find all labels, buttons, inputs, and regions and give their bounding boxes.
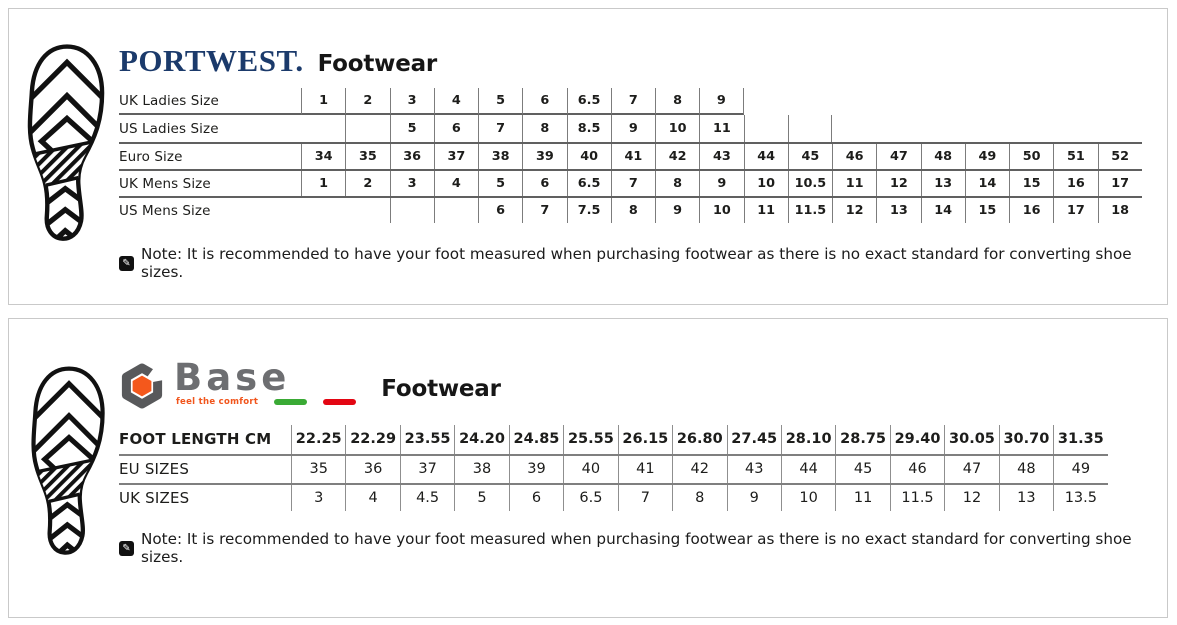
size-cell: 8.5 <box>567 115 611 142</box>
size-cell: 24.20 <box>454 425 508 454</box>
size-cell: 24.85 <box>509 425 563 454</box>
note-text: Note: It is recommended to have your foot measured when purchasing footwear as there is no exact standard for converting shoe sizes. <box>141 245 1132 281</box>
size-cell: 40 <box>563 456 617 483</box>
size-cell <box>788 88 832 115</box>
base-nut-logo-icon <box>119 363 165 409</box>
size-cell: 34 <box>301 144 345 169</box>
size-cell: 47 <box>944 456 998 483</box>
size-cell: 45 <box>835 456 889 483</box>
size-cell: 39 <box>522 144 566 169</box>
size-cell <box>921 88 965 115</box>
size-cell <box>345 198 389 223</box>
size-cell: 29.40 <box>890 425 944 454</box>
size-cell: 10 <box>655 115 699 142</box>
base-header <box>119 356 501 409</box>
size-cell: 46 <box>832 144 876 169</box>
size-cell: 4.5 <box>400 485 454 512</box>
size-cell: 3 <box>390 88 434 115</box>
base-footwear-title: Footwear <box>381 376 501 402</box>
size-cell: 35 <box>345 144 389 169</box>
row-label: US Ladies Size <box>119 120 219 137</box>
size-cell: 36 <box>390 144 434 169</box>
table-row <box>119 88 1142 115</box>
size-cell: 2 <box>345 88 389 115</box>
size-cell: 37 <box>434 144 478 169</box>
size-cell: 8 <box>611 198 655 223</box>
size-cell: 22.29 <box>345 425 399 454</box>
size-cell: 2 <box>345 171 389 196</box>
size-cell: 3 <box>291 485 345 512</box>
size-cell: 25.55 <box>563 425 617 454</box>
size-cell <box>744 115 788 142</box>
size-cell <box>876 115 920 142</box>
table-row <box>119 483 1108 512</box>
portwest-header <box>119 43 437 79</box>
pencil-note-icon: ✎ <box>119 256 134 271</box>
size-cell: 1 <box>301 88 345 115</box>
size-cell <box>1053 88 1097 115</box>
size-cell: 50 <box>1009 144 1053 169</box>
size-cell: 5 <box>454 485 508 512</box>
size-cell: 8 <box>672 485 726 512</box>
size-cell: 28.75 <box>835 425 889 454</box>
size-cell: 12 <box>832 198 876 223</box>
size-cell: 22.25 <box>291 425 345 454</box>
size-cell: 6.5 <box>563 485 617 512</box>
size-cell: 40 <box>567 144 611 169</box>
size-cell: 9 <box>611 115 655 142</box>
size-cell: 5 <box>478 171 522 196</box>
size-cell: 15 <box>1009 171 1053 196</box>
size-cell: 6 <box>434 115 478 142</box>
size-cell <box>921 115 965 142</box>
size-cell: 17 <box>1053 198 1097 223</box>
row-label: Euro Size <box>119 148 183 165</box>
table-row <box>119 115 1142 142</box>
base-size-chart-panel <box>8 318 1168 618</box>
size-cell: 11.5 <box>890 485 944 512</box>
size-cell <box>301 198 345 223</box>
size-cell <box>1053 115 1097 142</box>
row-label: FOOT LENGTH CM <box>119 430 272 449</box>
row-label: UK SIZES <box>119 488 190 507</box>
red-flag-bar <box>323 399 356 405</box>
size-cell <box>1009 88 1053 115</box>
size-cell: 48 <box>999 456 1053 483</box>
size-cell: 41 <box>618 456 672 483</box>
base-size-table <box>119 425 1108 511</box>
size-cell: 6 <box>522 88 566 115</box>
size-cell: 30.70 <box>999 425 1053 454</box>
table-row <box>119 196 1142 223</box>
portwest-footwear-title: Footwear <box>317 51 438 77</box>
size-cell: 37 <box>400 456 454 483</box>
portwest-logo: PORTWEST. <box>119 43 304 78</box>
size-cell: 49 <box>965 144 1009 169</box>
size-cell <box>744 88 788 115</box>
table-row <box>119 425 1108 454</box>
boot-print-icon <box>23 43 111 243</box>
base-logo <box>174 356 356 407</box>
size-cell: 7 <box>611 88 655 115</box>
size-cell: 52 <box>1098 144 1142 169</box>
size-cell: 6 <box>522 171 566 196</box>
portwest-size-table <box>119 88 1142 223</box>
base-tagline-row <box>176 397 356 407</box>
size-cell: 18 <box>1098 198 1142 223</box>
size-cell: 13 <box>999 485 1053 512</box>
size-cell: 23.55 <box>400 425 454 454</box>
size-cell: 11 <box>835 485 889 512</box>
size-cell <box>876 88 920 115</box>
size-cell: 35 <box>291 456 345 483</box>
size-cell: 8 <box>655 88 699 115</box>
size-cell: 38 <box>478 144 522 169</box>
size-cell: 9 <box>727 485 781 512</box>
row-label: EU SIZES <box>119 460 190 479</box>
size-cell: 51 <box>1053 144 1097 169</box>
size-cell <box>434 198 478 223</box>
size-cell: 49 <box>1053 456 1107 483</box>
size-cell: 12 <box>876 171 920 196</box>
size-cell: 17 <box>1098 171 1142 196</box>
size-cell: 4 <box>434 88 478 115</box>
size-cell: 10 <box>744 171 788 196</box>
size-cell: 4 <box>434 171 478 196</box>
size-cell <box>1098 88 1142 115</box>
size-cell: 38 <box>454 456 508 483</box>
size-cell: 16 <box>1053 171 1097 196</box>
table-row <box>119 454 1108 483</box>
size-cell: 42 <box>655 144 699 169</box>
size-cell: 6.5 <box>567 171 611 196</box>
base-tagline: feel the comfort <box>176 397 259 407</box>
portwest-note <box>119 245 1167 281</box>
size-cell: 15 <box>965 198 1009 223</box>
size-cell: 10 <box>781 485 835 512</box>
size-cell: 11 <box>744 198 788 223</box>
size-cell <box>301 115 345 142</box>
size-cell: 7 <box>478 115 522 142</box>
size-cell: 10 <box>699 198 743 223</box>
size-cell: 9 <box>699 88 743 115</box>
size-cell: 8 <box>655 171 699 196</box>
size-cell: 7.5 <box>567 198 611 223</box>
note-text: Note: It is recommended to have your foot measured when purchasing footwear as there is no exact standard for converting shoe sizes. <box>141 530 1132 566</box>
size-cell: 3 <box>390 171 434 196</box>
size-cell: 9 <box>699 171 743 196</box>
size-cell: 7 <box>611 171 655 196</box>
portwest-size-chart-panel <box>8 8 1168 305</box>
size-cell: 4 <box>345 485 399 512</box>
size-cell: 16 <box>1009 198 1053 223</box>
size-cell: 7 <box>618 485 672 512</box>
size-cell <box>1009 115 1053 142</box>
size-cell: 36 <box>345 456 399 483</box>
row-label: US Mens Size <box>119 202 211 219</box>
size-cell: 12 <box>944 485 998 512</box>
pencil-note-icon: ✎ <box>119 541 134 556</box>
size-cell: 11 <box>832 171 876 196</box>
size-cell: 6.5 <box>567 88 611 115</box>
size-cell: 44 <box>744 144 788 169</box>
size-cell: 6 <box>478 198 522 223</box>
base-wordmark: Base <box>174 356 291 399</box>
size-cell <box>345 115 389 142</box>
size-cell: 31.35 <box>1053 425 1107 454</box>
size-cell: 13 <box>876 198 920 223</box>
size-cell: 39 <box>509 456 563 483</box>
size-cell: 42 <box>672 456 726 483</box>
row-label: UK Ladies Size <box>119 88 301 115</box>
size-cell: 43 <box>727 456 781 483</box>
size-cell <box>965 88 1009 115</box>
size-cell: 9 <box>655 198 699 223</box>
size-cell: 14 <box>921 198 965 223</box>
size-cell <box>965 115 1009 142</box>
size-cell: 46 <box>890 456 944 483</box>
size-cell: 45 <box>788 144 832 169</box>
size-cell: 5 <box>390 115 434 142</box>
boot-print-icon <box>27 365 111 557</box>
size-cell: 43 <box>699 144 743 169</box>
size-cell <box>832 88 876 115</box>
base-note <box>119 530 1167 566</box>
size-cell <box>1098 115 1142 142</box>
size-cell: 5 <box>478 88 522 115</box>
size-cell: 44 <box>781 456 835 483</box>
row-label: UK Mens Size <box>119 175 211 192</box>
size-cell: 11 <box>699 115 743 142</box>
size-cell: 30.05 <box>944 425 998 454</box>
green-flag-bar <box>274 399 307 405</box>
size-cell <box>390 198 434 223</box>
size-cell: 48 <box>921 144 965 169</box>
table-row <box>119 142 1142 169</box>
size-cell <box>832 115 876 142</box>
size-cell: 26.15 <box>618 425 672 454</box>
size-cell: 26.80 <box>672 425 726 454</box>
size-cell: 11.5 <box>788 198 832 223</box>
size-cell: 27.45 <box>727 425 781 454</box>
size-cell: 14 <box>965 171 1009 196</box>
size-cell <box>788 115 832 142</box>
size-cell: 41 <box>611 144 655 169</box>
size-cell: 8 <box>522 115 566 142</box>
size-cell: 10.5 <box>788 171 832 196</box>
size-cell: 7 <box>522 198 566 223</box>
size-cell: 47 <box>876 144 920 169</box>
size-cell: 13.5 <box>1053 485 1107 512</box>
size-cell: 28.10 <box>781 425 835 454</box>
size-cell: 1 <box>301 171 345 196</box>
size-cell: 13 <box>921 171 965 196</box>
table-row <box>119 169 1142 196</box>
size-cell: 6 <box>509 485 563 512</box>
